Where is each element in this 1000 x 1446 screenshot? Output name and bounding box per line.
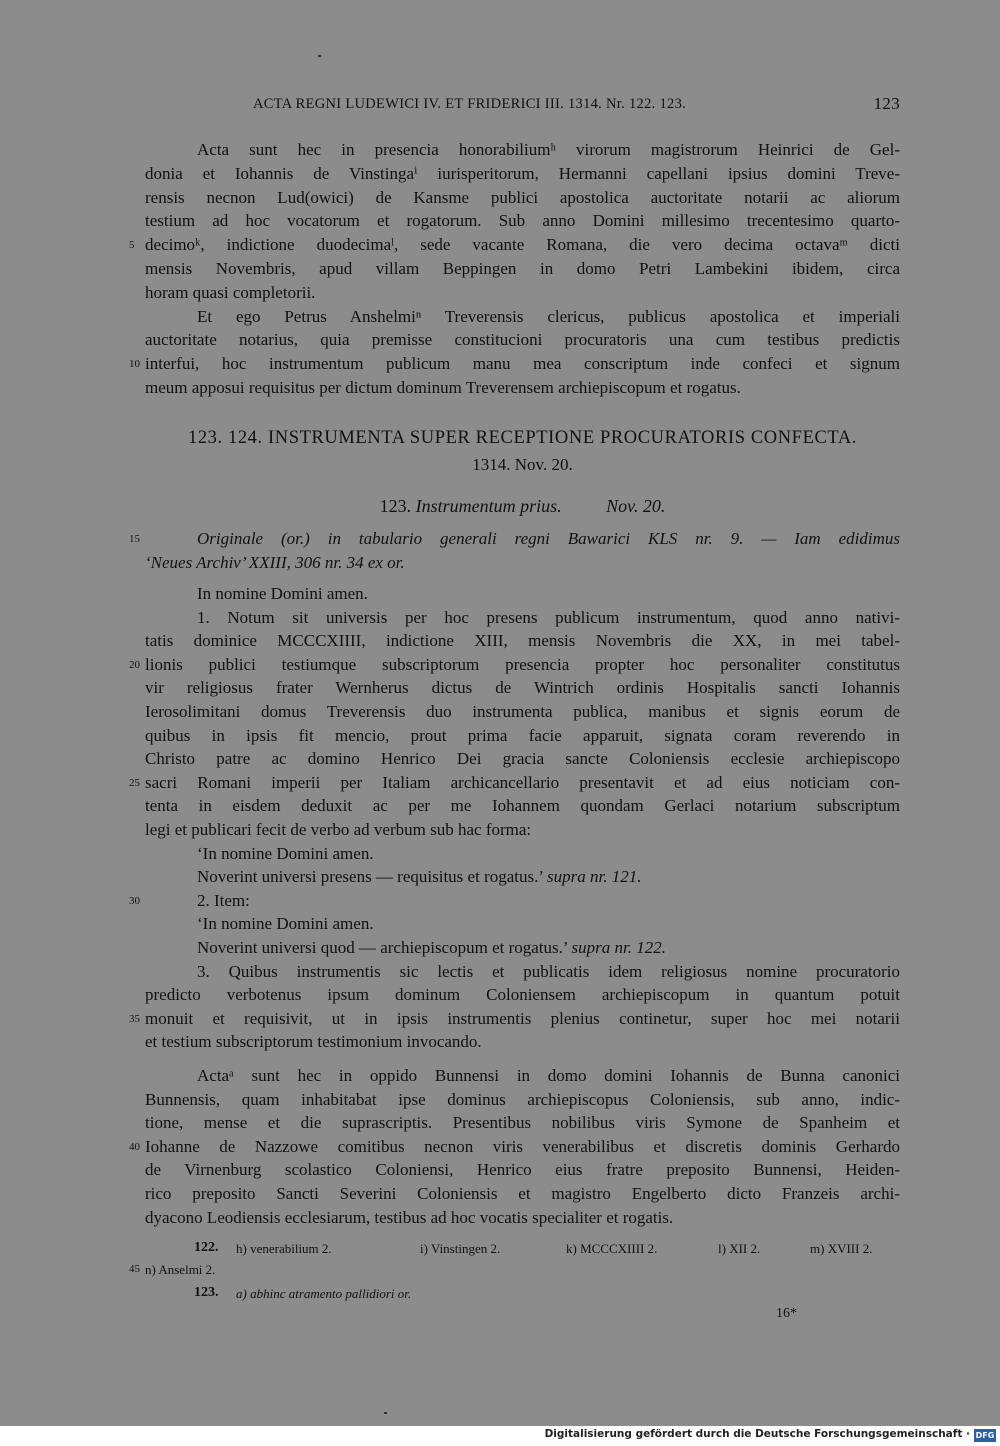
line-number: 10 bbox=[129, 358, 140, 371]
text-line-content: Noverint universi quod — archiepiscopum et rogatus.’ bbox=[197, 938, 572, 957]
text-line bbox=[145, 676, 900, 699]
text-line-content: ‘Neues Archiv’ XXIII, 306 nr. 34 ex or. bbox=[145, 552, 405, 572]
text-line bbox=[145, 747, 900, 770]
text-line bbox=[145, 794, 900, 817]
text-line-content: Iohanne de Nazzowe comitibus necnon viris venerabilibus et discretis dominis Gerhardo bbox=[145, 1136, 900, 1156]
text-line-content: sacri Romani imperii per Italiam archicancellario presentavit et ad eius noticiam con- bbox=[145, 772, 900, 792]
line-number-45: 45 bbox=[129, 1263, 140, 1275]
text-line bbox=[197, 305, 900, 328]
text-line-content: meum apposui requisitus per dictum dominum Treverensem archiepiscopum et rogatus. bbox=[145, 378, 741, 397]
text-line bbox=[197, 936, 900, 959]
text-line bbox=[145, 653, 900, 676]
signature-mark: 16* bbox=[776, 1306, 797, 1321]
text-line bbox=[197, 1064, 900, 1087]
text-line bbox=[197, 527, 900, 550]
text-line-content: lionis publici testiumque subscriptorum presencia propter hoc personaliter constitutus bbox=[145, 654, 900, 674]
text-line bbox=[145, 724, 900, 747]
text-line bbox=[145, 376, 900, 399]
line-number: 25 bbox=[129, 776, 140, 789]
document-date: Nov. 20. bbox=[606, 496, 666, 516]
text-line-content: legi et publicari fecit de verbo ad verbum sub hac forma: bbox=[145, 820, 532, 839]
cross-reference: supra nr. 121. bbox=[547, 867, 642, 887]
text-line bbox=[145, 1007, 900, 1030]
text-line-content: Acta sunt hec in presencia honorabiliumʰ virorum magistrorum Heinrici de Gel- bbox=[197, 140, 900, 159]
text-line-content: Bunnensis, quam inhabitabat ipse dominus archiepiscopus Coloniensis, sub anno, indic- bbox=[145, 1089, 900, 1109]
line-number: 15 bbox=[129, 533, 140, 545]
footer-credit: Digitalisierung gefördert durch die Deutsche Forschungsgemeinschaft · bbox=[544, 1428, 970, 1440]
text-line-content: rensis necnon Lud(owici) de Kansme publici apostolica auctoritate notarii ac aliorum bbox=[145, 187, 900, 207]
text-line-content: monuit et requisivit, ut in ipsis instrumentis plenius continetur, super hoc mei notarii bbox=[145, 1008, 900, 1028]
document-heading bbox=[145, 496, 900, 517]
text-line bbox=[145, 352, 900, 375]
footnote-k: k) MCCCXIIII 2. bbox=[566, 1241, 658, 1256]
text-line-content: Actaᵃ sunt hec in oppido Bunnensi in domo domini Iohannis de Bunna canonici bbox=[197, 1066, 900, 1085]
footnote-l: l) XII 2. bbox=[718, 1241, 761, 1256]
text-line bbox=[145, 1206, 900, 1229]
text-line bbox=[145, 1182, 900, 1205]
text-line bbox=[145, 257, 900, 280]
text-line bbox=[145, 1030, 900, 1053]
text-line-content: quibus in ipsis fit mencio, prout prima facie apparuit, signata coram reverendo in bbox=[145, 725, 900, 745]
cross-reference: supra nr. 122. bbox=[571, 938, 667, 957]
footnote-label-123: 123. bbox=[194, 1285, 219, 1300]
text-line-content: et testium subscriptorum testimonium invocando. bbox=[145, 1032, 482, 1052]
footnote-h: h) venerabilium 2. bbox=[236, 1241, 332, 1256]
document-number: 123. bbox=[379, 496, 412, 516]
text-line bbox=[145, 700, 900, 723]
footnote-label-122: 122. bbox=[194, 1240, 219, 1255]
text-line bbox=[145, 1088, 900, 1111]
text-line-content: tione, mense et die suprascriptis. Presentibus nobilibus viris Symone de Spanheim et bbox=[145, 1113, 900, 1133]
digitization-footer bbox=[0, 1426, 1000, 1446]
text-line-content: vir religiosus frater Wernherus dictus de Wintrich ordinis Hospitalis sancti Iohannis bbox=[145, 678, 900, 698]
text-line-content: Ierosolimitani domus Treverensis duo instrumenta publica, manibus et signis eorum de bbox=[145, 702, 900, 721]
text-line bbox=[145, 983, 900, 1006]
section-title: 123. 124. INSTRUMENTA SUPER RECEPTIONE PROCURATORIS CONFECTA. bbox=[187, 428, 858, 448]
text-line-content: ‘In nomine Domini amen. bbox=[197, 914, 374, 934]
running-title: ACTA REGNI LUDEWICI IV. ET FRIDERICI III. 1314. Nr. 122. 123. bbox=[253, 96, 687, 112]
text-line-content: tatis dominice MCCCXIIII, indictione XIII, mensis Novembris die XX, in mei tabel- bbox=[145, 631, 900, 651]
text-line-content: interfui, hoc instrumentum publicum manu mea conscriptum inde confeci et signum bbox=[145, 354, 900, 374]
scan-speck bbox=[318, 55, 321, 57]
text-line-content: donia et Iohannis de Vinstingaⁱ iurisperitorum, Hermanni capellani ipsius domini Treve- bbox=[145, 163, 900, 183]
text-line bbox=[145, 186, 900, 209]
text-line-content: tenta in eisdem deduxit ac per me Iohannem quondam Gerlaci notarium subscriptum bbox=[145, 796, 900, 816]
text-line-content: predicto verbotenus ipsum dominum Coloniensem archiepiscopum in quantum potuit bbox=[145, 985, 900, 1005]
scan-speck bbox=[384, 1412, 387, 1414]
text-line bbox=[197, 912, 900, 935]
text-line bbox=[145, 162, 900, 185]
text-line-content: mensis Novembris, apud villam Beppingen in domo Petri Lambekini ibidem, circa bbox=[145, 259, 900, 278]
text-line bbox=[197, 138, 900, 161]
text-line bbox=[145, 771, 900, 794]
text-line-content: Noverint universi presens — requisitus et rogatus.’ bbox=[197, 867, 548, 887]
line-number: 20 bbox=[129, 658, 140, 671]
line-number: 5 bbox=[129, 239, 135, 252]
page-number: 123 bbox=[873, 94, 900, 113]
text-line-content: horam quasi completorii. bbox=[145, 282, 316, 302]
footnote-i: i) Vinstingen 2. bbox=[420, 1241, 501, 1256]
text-line bbox=[145, 328, 900, 351]
line-number: 35 bbox=[129, 1012, 140, 1025]
text-line bbox=[145, 281, 900, 304]
text-line-content: rico preposito Sancti Severini Coloniensis et magistro Engelberto dicto Franzeis archi- bbox=[145, 1184, 900, 1203]
text-line bbox=[145, 1135, 900, 1158]
text-line bbox=[145, 551, 900, 574]
text-line bbox=[197, 960, 900, 983]
dfg-logo-icon: DFG bbox=[975, 1431, 995, 1440]
text-line-content: 3. Quibus instrumentis sic lectis et publicatis idem religiosus nomine procuratorio bbox=[197, 961, 900, 981]
section-date: 1314. Nov. 20. bbox=[472, 455, 573, 474]
text-line-content: ‘In nomine Domini amen. bbox=[197, 843, 374, 863]
line-number: 40 bbox=[129, 1140, 140, 1153]
text-line-content: Et ego Petrus Anshelmiⁿ Treverensis clericus, publicus apostolica et imperiali bbox=[197, 306, 900, 326]
text-line bbox=[197, 842, 900, 865]
text-line-content: Originale (or.) in tabulario generali regni Bawarici KLS nr. 9. — Iam edidimus bbox=[197, 529, 900, 548]
text-line bbox=[145, 629, 900, 652]
text-line bbox=[197, 889, 900, 912]
text-line-content: de Virnenburg scolastico Coloniensi, Henrico eius fratre preposito Bunnensi, Heiden- bbox=[145, 1160, 900, 1180]
text-line bbox=[145, 1158, 900, 1181]
text-line-content: 2. Item: bbox=[197, 890, 250, 910]
line-number: 30 bbox=[129, 894, 140, 907]
text-line-content: decimoᵏ, indictione duodecimaˡ, sede vacante Romana, die vero decima octavaᵐ dicti bbox=[145, 235, 900, 255]
text-line-content: auctoritate notarius, quia premisse constitucioni procuratoris una cum testibus predictis bbox=[145, 330, 900, 350]
text-line bbox=[145, 1111, 900, 1134]
text-line-content: 1. Notum sit universis per hoc presens publicum instrumentum, quod anno nativi- bbox=[197, 607, 900, 627]
text-line bbox=[197, 606, 900, 629]
text-line bbox=[145, 818, 900, 841]
text-line bbox=[197, 582, 900, 605]
text-line bbox=[197, 865, 900, 888]
document-title: Instrumentum prius. bbox=[415, 496, 562, 516]
text-line-content: dyacono Leodiensis ecclesiarum, testibus ad hoc vocatis specialiter et rogatis. bbox=[145, 1207, 674, 1227]
footnote-n: n) Anselmi 2. bbox=[145, 1262, 216, 1277]
text-line-content: Christo patre ac domino Henrico Dei gracia sancte Coloniensis ecclesie archiepiscopo bbox=[145, 749, 900, 769]
text-line bbox=[145, 233, 900, 256]
text-line-content: In nomine Domini amen. bbox=[197, 584, 368, 603]
text-line bbox=[145, 209, 900, 232]
text-line-content: testium ad hoc vocatorum et rogatorum. Sub anno Domini millesimo trecentesimo quarto- bbox=[145, 211, 900, 231]
footnote-m: m) XVIII 2. bbox=[810, 1241, 873, 1256]
footnote-a: a) abhinc atramento pallidiori or. bbox=[236, 1286, 412, 1301]
